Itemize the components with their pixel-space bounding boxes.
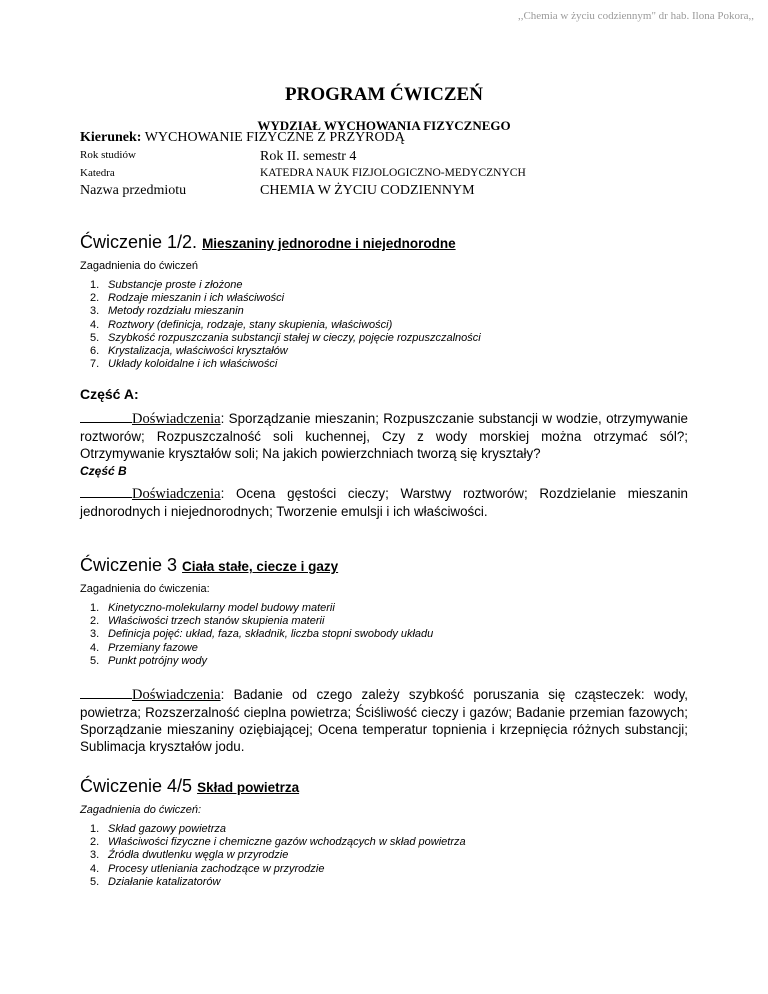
przedmiot-value: CHEMIA W ŻYCIU CODZIENNYM	[260, 183, 475, 198]
topic-text: Procesy utleniania zachodzące w przyrodzie	[108, 862, 325, 875]
rok-label: Rok studiów	[80, 149, 136, 161]
exercise-1-topics-label: Zagadnienia do ćwiczeń	[80, 260, 199, 272]
part-b-text: : Ocena gęstości cieczy; Warstwy roztworów; Rozdzielanie mieszanin jednorodnych i niejednorodnych; Tworzenie emulsji i ich właściwości.	[80, 486, 688, 519]
topic-item	[80, 642, 433, 655]
topic-text: Punkt potrójny wody	[108, 654, 208, 667]
part-b-paragraph	[80, 485, 688, 520]
topic-number: 2.	[90, 615, 100, 628]
exercise-3-topics-label: Zagadnienia do ćwiczenia:	[80, 583, 210, 595]
topic-item	[80, 876, 466, 889]
indent-line	[80, 485, 132, 498]
topic-text: Kinetyczno-molekularny model budowy materii	[108, 602, 335, 614]
topic-text: Rodzaje mieszanin i ich właściwości	[108, 292, 285, 305]
topic-text: Źródła dwutlenku węgla w przyrodzie	[108, 849, 289, 862]
part-a-label: Część A:	[80, 386, 139, 402]
katedra-value: KATEDRA NAUK FIZJOLOGICZNO-MEDYCZNYCH	[260, 167, 526, 179]
exercise-4-topics-label: Zagadnienia do ćwiczeń:	[80, 804, 202, 816]
topic-text: Roztwory (definicja, rodzaje, stany skupienia, właściwości)	[108, 318, 393, 331]
topic-number: 5.	[90, 875, 100, 888]
topic-item	[80, 836, 466, 849]
topic-number: 2.	[90, 836, 100, 849]
topic-number: 5.	[90, 654, 100, 667]
topic-text: Definicja pojęć: układ, faza, składnik, liczba stopni swobody układu	[108, 628, 434, 641]
topic-number: 1.	[90, 823, 100, 835]
topic-text: Właściwości fizyczne i chemiczne gazów wchodzących w skład powietrza	[108, 836, 466, 849]
exercise-4-heading	[80, 776, 299, 797]
kierunek-row	[80, 130, 405, 146]
topic-text: Szybkość rozpuszczania substancji stałej w cieczy, pojęcie rozpuszczalności	[108, 331, 481, 344]
topic-number: 5.	[90, 331, 100, 344]
part-a-text: : Sporządzanie mieszanin; Rozpuszczanie substancji w wodzie, otrzymywanie roztworów; Rozpuszczalność soli kuchennej, Czy z wody morskiej można otrzymać sól?; Otrzymywanie kryształów soli; Na jakich powierzchniach tworzą się kryształy?	[80, 411, 688, 461]
topic-text: Krystalizacja, właściwości kryształów	[108, 344, 288, 357]
indent-line	[80, 686, 132, 699]
exercise-4-number: Ćwiczenie 4/5	[80, 776, 193, 796]
topic-item	[80, 319, 481, 332]
rok-value: Rok II. semestr 4	[260, 149, 357, 164]
kierunek-label: Kierunek:	[80, 130, 142, 145]
exercise-3-number: Ćwiczenie 3	[80, 555, 178, 575]
topic-text: Skład gazowy powietrza	[108, 823, 227, 835]
kierunek-value: WYCHOWANIE FIZYCZNE Z PRZYRODĄ	[144, 130, 405, 145]
topic-item	[80, 279, 481, 292]
topic-number: 4.	[90, 641, 100, 654]
exercise-3-paragraph	[80, 686, 688, 755]
topic-item	[80, 292, 481, 305]
exercise-4-title: Skład powietrza	[197, 780, 300, 795]
topic-item	[80, 305, 481, 318]
page-title: PROGRAM ĆWICZEŃ	[285, 84, 483, 105]
exercise-3-topics-list	[80, 602, 433, 668]
topic-text: Metody rozdziału mieszanin	[108, 305, 244, 318]
exercise-3-lead: Doświadczenia	[132, 687, 221, 703]
topic-item	[80, 602, 433, 615]
topic-text: Właściwości trzech stanów skupienia materii	[108, 615, 325, 628]
exercise-1-title: Mieszaniny jednorodne i niejednorodne	[202, 236, 456, 251]
topic-item	[80, 358, 481, 371]
indent-line	[80, 410, 132, 423]
exercise-3-text: : Badanie od czego zależy szybkość poruszania się cząsteczek: wody, powietrza; Rozszerzalność cieplna powietrza; Ściśliwość cieczy i gazów; Badanie przemian fazowych; Sporządzanie mieszaniny oziębiającej; Ocena temperatur topnienia i krzepnięcia różnych substancji; Sublimacja kryształów jodu.	[80, 687, 688, 754]
part-b-lead: Doświadczenia	[132, 486, 221, 502]
topic-item	[80, 345, 481, 358]
exercise-1-heading	[80, 232, 456, 253]
exercise-1-topics-list	[80, 279, 481, 371]
topic-text: Działanie katalizatorów	[108, 875, 221, 888]
topic-number: 6.	[90, 344, 100, 357]
exercise-3-title: Ciała stałe, ciecze i gazy	[182, 559, 339, 574]
topic-text: Substancje proste i złożone	[108, 279, 243, 291]
topic-item	[80, 655, 433, 668]
header-note: ,,Chemia w życiu codziennym" dr hab. Ilona Pokora,,	[517, 10, 754, 22]
exercise-3-heading	[80, 555, 338, 576]
topic-number: 3.	[90, 305, 100, 318]
topic-text: Przemiany fazowe	[108, 641, 198, 654]
topic-number: 3.	[90, 628, 100, 641]
katedra-label: Katedra	[80, 167, 115, 179]
topic-number: 4.	[90, 862, 100, 875]
topic-item	[80, 849, 466, 862]
topic-number: 1.	[90, 602, 100, 614]
topic-item	[80, 628, 433, 641]
topic-item	[80, 615, 433, 628]
part-b-label: Część B	[80, 464, 127, 478]
faculty-name: WYDZIAŁ WYCHOWANIA FIZYCZNEGO	[257, 118, 511, 133]
part-a-lead: Doświadczenia	[132, 411, 221, 427]
exercise-1-number: Ćwiczenie 1/2.	[80, 232, 198, 252]
topic-item	[80, 332, 481, 345]
topic-number: 3.	[90, 849, 100, 862]
topic-number: 2.	[90, 292, 100, 305]
topic-number: 4.	[90, 318, 100, 331]
topic-item	[80, 863, 466, 876]
topic-number: 1.	[90, 279, 100, 291]
przedmiot-label: Nazwa przedmiotu	[80, 183, 187, 198]
exercise-4-topics-list	[80, 823, 466, 889]
part-a-paragraph	[80, 410, 688, 462]
topic-item	[80, 823, 466, 836]
topic-text: Układy koloidalne i ich właściwości	[108, 358, 278, 371]
topic-number: 7.	[90, 358, 100, 371]
